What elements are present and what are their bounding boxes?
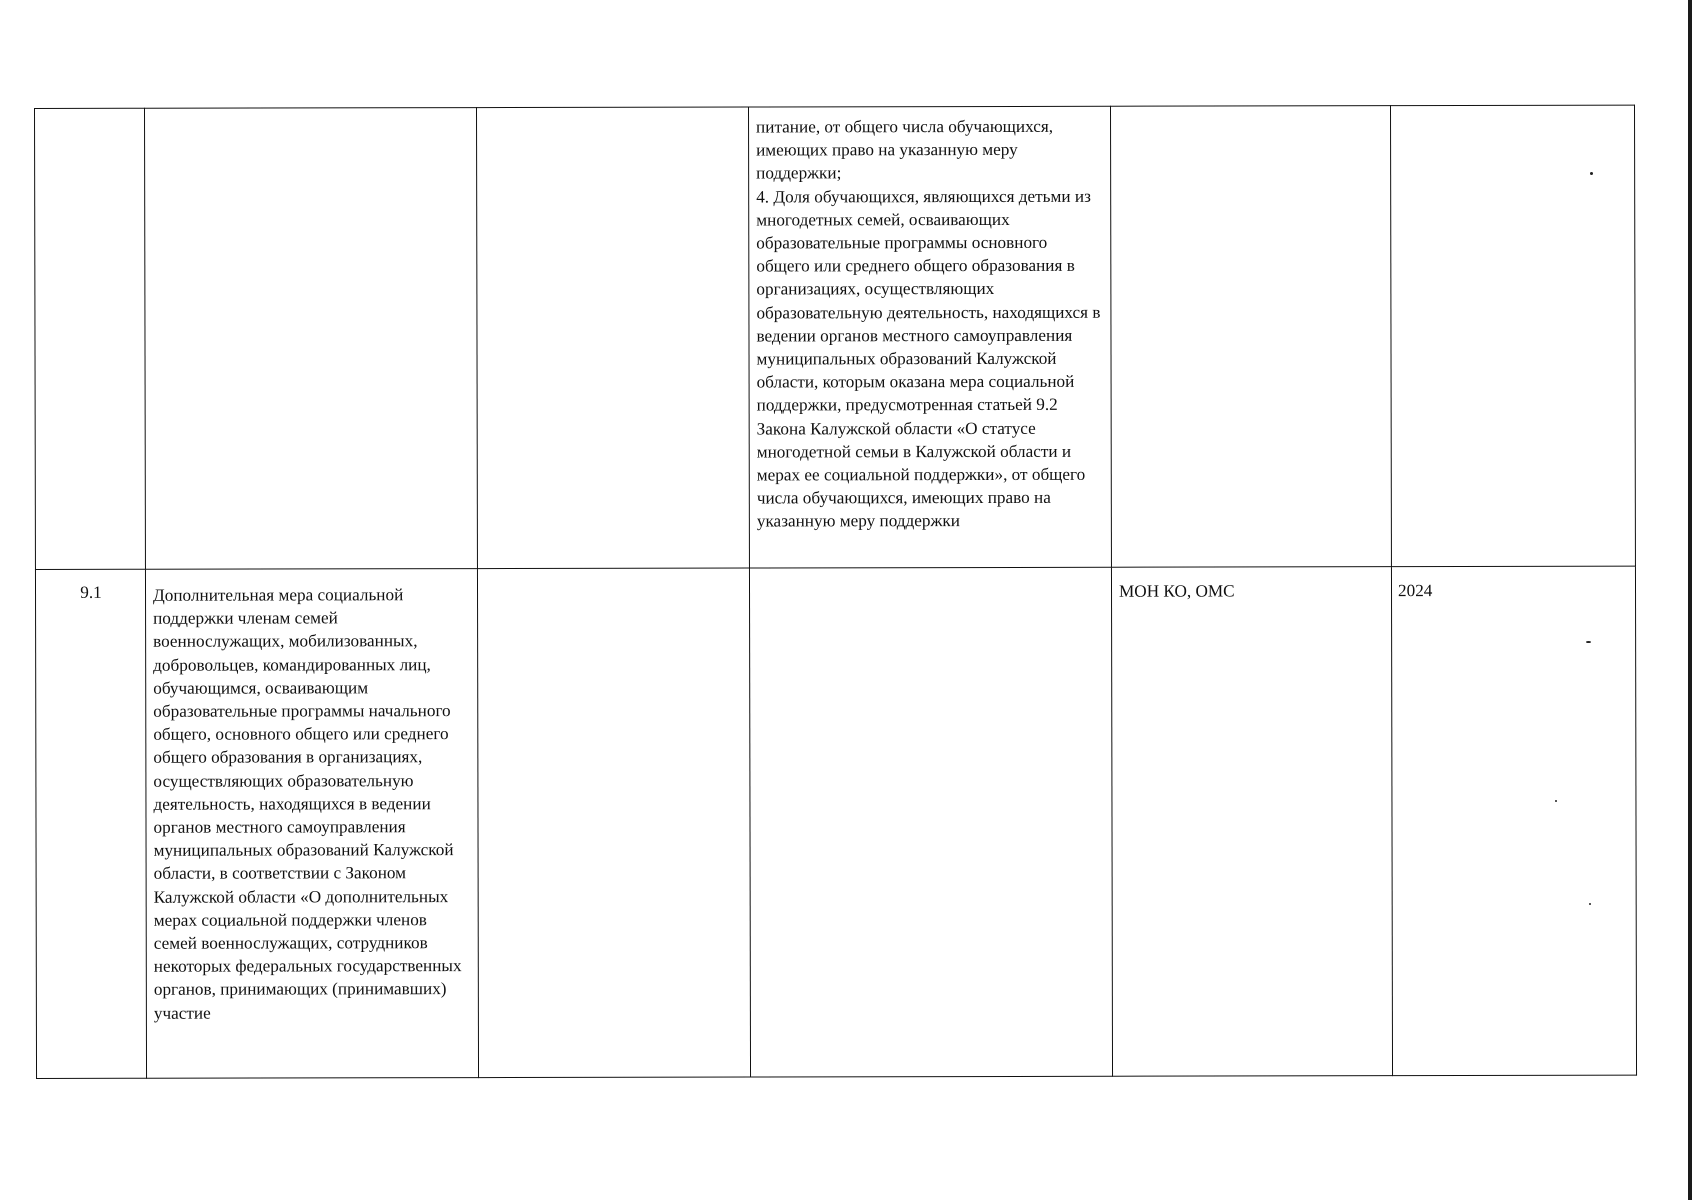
cell-measure [145, 569, 478, 1079]
cell-number [35, 108, 146, 569]
scan-speck [1586, 641, 1591, 643]
responsible-text: МОН КО, ОМС [1118, 581, 1235, 601]
cell-indicators [748, 106, 1111, 568]
cell-period [1391, 566, 1636, 1076]
cell-responsible [1111, 567, 1392, 1077]
indicators-text: питание, от общего числа обучающихся, имеющих право на указанную меру поддержки; 4. Доля обучающихся, являющихся детьми из многодетных семей, осваивающих образовательные программы основного общего или среднего общего образования в организациях, осуществляющих образовательную деятельность, находящихся в ведении органов местного самоуправления муниципальных образований Калужской области, которым оказана мера социальной поддержки, предусмотренная статьей 9.2 Закона Калужской области «О статусе многодетной семьи в Калужской области и мерах ее социальной поддержки», от общего числа обучающихся, имеющих право на указанную меру поддержки [756, 116, 1101, 531]
scan-speck [1555, 800, 1557, 802]
cell-responsible [1110, 106, 1391, 568]
scan-speck [1589, 903, 1591, 905]
measures-table [34, 105, 1637, 1079]
cell-measure [145, 108, 478, 570]
cell-legal-basis [477, 107, 750, 569]
scan-speck [1590, 172, 1593, 175]
measure-text: Дополнительная мера социальной поддержки членам семей военнослужащих, мобилизованных, добровольцев, командированных лиц, обучающимся, осваивающим образовательные программы начального общего, основного общего или среднего общего образования в организациях, осуществляющих образовательную деятельность, находящихся в ведении органов местного самоуправления муниципальных образований Калужской области, в соответствии с Законом Калужской области «О дополнительных мерах социальной поддержки членов семей военнослужащих, сотрудников некоторых федеральных государственных органов, принимающих (принимавших) участие [153, 585, 462, 1023]
table-row-9-1 [35, 566, 1636, 1078]
cell-legal-basis [477, 568, 750, 1078]
row-number: 9.1 [80, 582, 102, 602]
table-row-continuation [35, 105, 1636, 569]
cell-indicators [749, 567, 1112, 1077]
scan-page-edge [1688, 0, 1692, 1200]
cell-number [35, 569, 146, 1078]
measures-table-container [34, 105, 1636, 1079]
period-text: 2024 [1397, 581, 1433, 601]
cell-period [1390, 105, 1635, 567]
